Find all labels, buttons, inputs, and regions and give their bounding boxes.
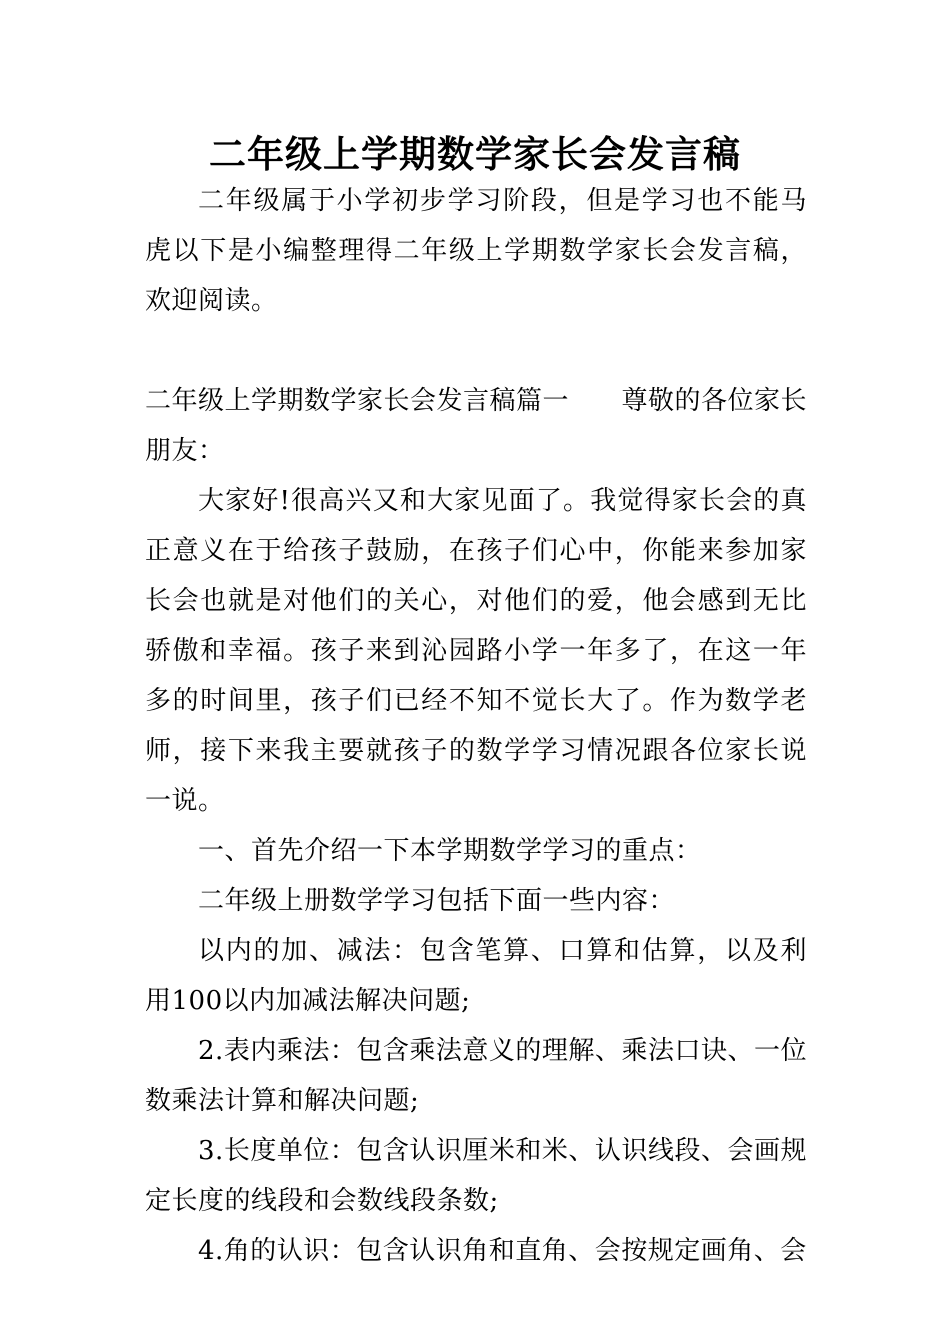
- list-item: 3.长度单位：包含认识厘米和米、认识线段、会画规定长度的线段和会数线段条数;: [145, 1136, 807, 1216]
- intro-paragraph: 二年级属于小学初步学习阶段，但是学习也不能马虎以下是小编整理得二年级上学期数学家长会发言稿，欢迎阅读。: [145, 186, 807, 316]
- section-point-heading: 一、首先介绍一下本学期数学学习的重点：: [198, 836, 702, 866]
- body-paragraph: 大家好!很高兴又和大家见面了。我觉得家长会的真正意义在于给孩子鼓励，在孩子们心中，你能来参加家长会也就是对他们的关心，对他们的爱，他会感到无比骄傲和幸福。孩子来到沁园路小学一年多了，在这一年多的时间里，孩子们已经不知不觉长大了。作为数学老师，接下来我主要就孩子的数学学习情况跟各位家长说一说。: [145, 486, 807, 816]
- blank-line: [145, 326, 807, 376]
- list-item: 4.角的认识：包含认识角和直角、会按规定画角、会: [198, 1236, 807, 1266]
- list-item: 2.表内乘法：包含乘法意义的理解、乘法口诀、一位数乘法计算和解决问题;: [145, 1036, 807, 1116]
- salutation-start: 尊敬的各位家长: [621, 386, 807, 416]
- document-title: 二年级上学期数学家长会发言稿: [209, 132, 741, 176]
- section-heading-row: [145, 376, 807, 426]
- section-heading: 二年级上学期数学家长会发言稿篇一: [145, 386, 570, 416]
- list-item: 以内的加、减法：包含笔算、口算和估算，以及利用100以内加减法解决问题;: [145, 936, 807, 1016]
- content-intro: 二年级上册数学学习包括下面一些内容：: [198, 886, 676, 916]
- document-body: [145, 176, 807, 1276]
- salutation-end: 朋友：: [145, 436, 225, 466]
